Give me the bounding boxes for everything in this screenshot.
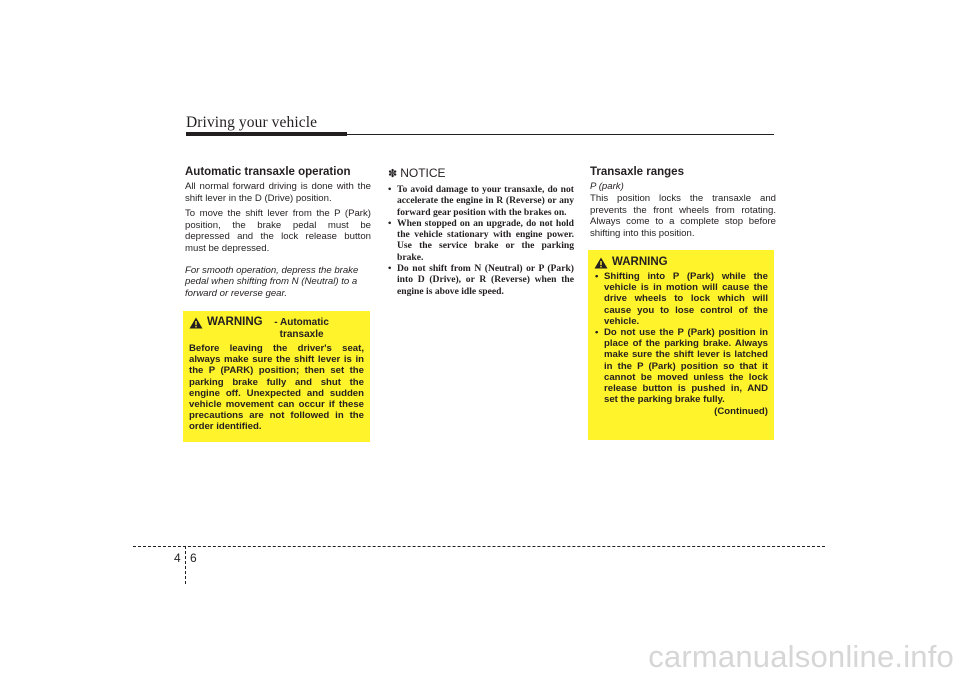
warning-subtitle: - Automatic transaxle [274,317,329,340]
list-item: • Do not shift from N (Neutral) or P (Park) into D (Drive), or R (Reverse) when the engine is above idle speed. [388,263,574,297]
list-item: • Shifting into P (Park) while the vehicle is in motion will cause the drive wheels to lock which will cause you to lose control of the vehicle. [594,271,768,327]
warning-body: Before leaving the driver's seat, always make sure the shift lever is in the P (PARK) position; then set the parking brake fully and shut the engine off. Unexpected and sudden vehicle movement can occur if these precautions are not followed in the order identified. [189,343,364,433]
warning-box-park [588,250,774,440]
warning-header [189,316,364,341]
section-heading-transaxle-operation: Automatic transaxle operation [185,166,351,178]
list-item: • When stopped on an upgrade, do not hold the vehicle stationary with engine power. Use the service brake or the parking brake. [388,218,574,263]
notice-title: NOTICE [400,166,446,180]
list-item: • To avoid damage to your transaxle, do not accelerate the engine in R (Reverse) or any forward gear position with the brakes on. [388,184,574,218]
paragraph: This position locks the transaxle and prevents the front wheels from rotating. Always come to a complete stop before shifting into this position. [590,193,776,239]
column-middle [388,166,574,297]
italic-note: For smooth operation, depress the brake pedal when shifting from N (Neutral) to a forward or reverse gear. [185,264,359,299]
continued-label: (Continued) [714,406,768,418]
warning-triangle-icon [189,317,203,329]
subheading-park: P (park) [590,181,624,192]
column-right [590,166,776,243]
warning-triangle-icon [594,257,608,269]
header-rule [186,134,774,135]
notice-header [388,166,574,180]
warning-label: WARNING [612,256,668,268]
paragraph: All normal forward driving is done with the shift lever in the D (Drive) position. [185,181,371,204]
section-heading-transaxle-ranges: Transaxle ranges [590,166,684,178]
page-number: 6 [190,551,197,565]
warning-header [594,256,768,269]
warning-box-automatic-transaxle [183,311,370,442]
column-left [185,166,371,299]
warning-label: WARNING [207,316,263,328]
notice-list [388,184,574,297]
watermark: carmanualsonline.info [648,639,954,674]
chapter-number: 4 [174,551,181,565]
notice-star-icon: ✽ [388,167,398,180]
paragraph: To move the shift lever from the P (Park) position, the brake pedal must be depressed and the lock release button must be depressed. [185,208,371,254]
footer-divider [185,546,186,584]
warning-list [594,271,768,405]
footer-rule [133,546,825,547]
page-header-title: Driving your vehicle [186,114,318,131]
list-item: • Do not use the P (Park) position in place of the parking brake. Always make sure the shift lever is latched in the P (Park) position so that it cannot be moved unless the lock release button is pushed in, AND set the parking brake fully. [594,327,768,405]
